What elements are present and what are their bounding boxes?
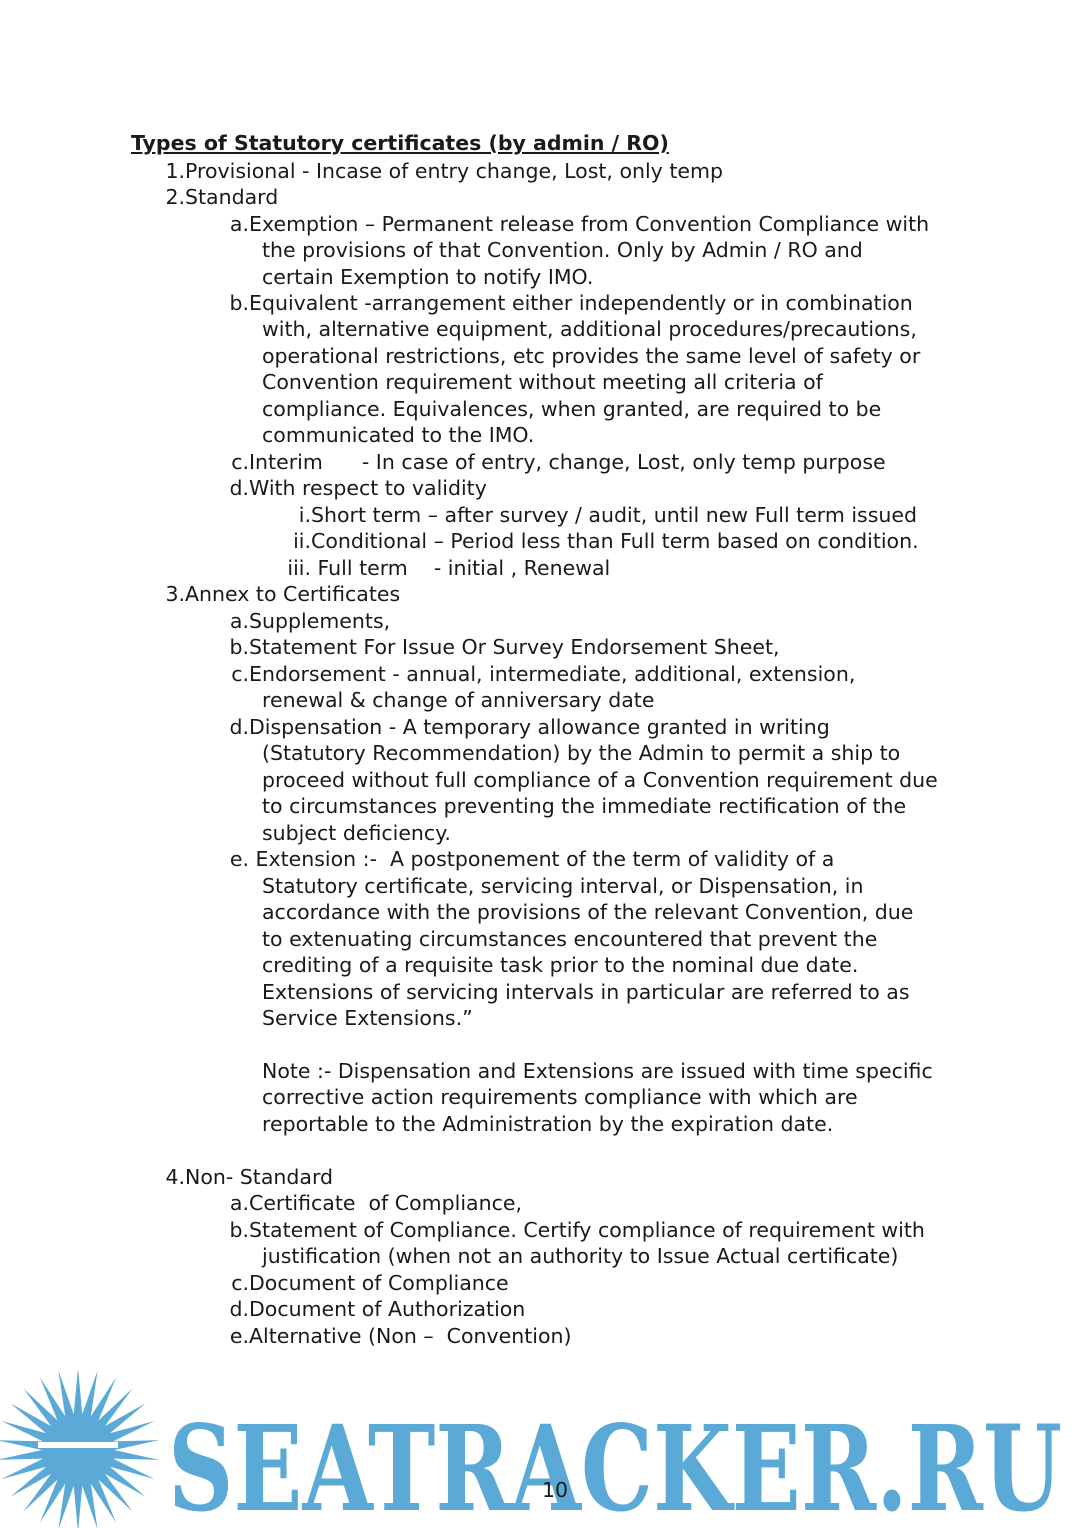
list-item-3d-cont: proceed without full compliance of a Convention requirement due	[262, 768, 938, 792]
list-item-4c: c.Document of Compliance	[231, 1271, 509, 1295]
list-item-3e-cont: accordance with the provisions of the relevant Convention, due	[262, 900, 914, 924]
list-item-3d-cont: to circumstances preventing the immediate rectification of the	[262, 794, 907, 818]
list-item-3e-cont: crediting of a requisite task prior to the nominal due date.	[262, 953, 859, 977]
list-item-2d: d.With respect to validity	[229, 476, 487, 500]
list-item-3e-cont: Statutory certificate, servicing interval, or Dispensation, in	[262, 874, 864, 898]
list-item-2d-iii: iii. Full term - initial , Renewal	[287, 556, 611, 580]
sun-icon	[0, 1370, 159, 1528]
list-item-2b-cont: Convention requirement without meeting all criteria of	[262, 370, 823, 394]
list-item-2b: b.Equivalent -arrangement either independently or in combination	[229, 291, 913, 315]
list-item-3e-cont: Extensions of servicing intervals in particular are referred to as	[262, 980, 910, 1004]
list-item-2a-cont: the provisions of that Convention. Only by Admin / RO and	[262, 238, 863, 262]
list-item-2b-cont: compliance. Equivalences, when granted, are required to be	[262, 397, 882, 421]
list-item-2d-i: i.Short term – after survey / audit, until new Full term issued	[298, 503, 918, 527]
list-item-4b-cont: justification (when not an authority to Issue Actual certificate)	[262, 1244, 899, 1268]
list-item-2b-cont: communicated to the IMO.	[262, 423, 535, 447]
list-item-4e: e.Alternative (Non – Convention)	[229, 1324, 572, 1348]
list-item-3e-cont: to extenuating circumstances encountered that prevent the	[262, 927, 878, 951]
list-item-3c-cont: renewal & change of anniversary date	[262, 688, 655, 712]
list-item-4: 4.Non- Standard	[165, 1165, 334, 1189]
list-item-3: 3.Annex to Certificates	[165, 582, 401, 606]
list-item-1: 1.Provisional - Incase of entry change, Lost, only temp	[165, 159, 723, 183]
page-number: 10	[541, 1478, 569, 1502]
list-item-2b-cont: with, alternative equipment, additional procedures/precautions,	[262, 317, 917, 341]
list-item-2b-cont: operational restrictions, etc provides the same level of safety or	[262, 344, 921, 368]
note-text: Note :- Dispensation and Extensions are issued with time specific	[262, 1059, 933, 1083]
list-item-2: 2.Standard	[165, 185, 279, 209]
list-item-3e: e. Extension :- A postponement of the term of validity of a	[229, 847, 835, 871]
list-item-2a: a.Exemption – Permanent release from Convention Compliance with	[229, 212, 930, 236]
watermark-text: SEATRACKER.RU	[168, 1399, 1062, 1528]
list-item-4a: a.Certificate of Compliance,	[229, 1191, 522, 1215]
list-item-3e-cont: Service Extensions.”	[262, 1006, 473, 1030]
list-item-4b: b.Statement of Compliance. Certify compliance of requirement with	[229, 1218, 925, 1242]
list-item-3d: d.Dispensation - A temporary allowance granted in writing	[229, 715, 830, 739]
page-title: Types of Statutory certificates (by admin / RO)	[131, 131, 669, 155]
list-item-3d-cont: (Statutory Recommendation) by the Admin to permit a ship to	[262, 741, 901, 765]
list-item-4d: d.Document of Authorization	[229, 1297, 526, 1321]
list-item-3c: c.Endorsement - annual, intermediate, additional, extension,	[231, 662, 856, 686]
note-text: reportable to the Administration by the expiration date.	[262, 1112, 834, 1136]
list-item-2d-ii: ii.Conditional – Period less than Full term based on condition.	[293, 529, 919, 553]
note-text: corrective action requirements compliance with which are	[262, 1085, 858, 1109]
list-item-3a: a.Supplements,	[229, 609, 391, 633]
list-item-3d-cont: subject deficiency.	[262, 821, 451, 845]
watermark-logo	[0, 1370, 1080, 1528]
list-item-2a-cont: certain Exemption to notify IMO.	[262, 265, 594, 289]
list-item-2c: c.Interim - In case of entry, change, Lost, only temp purpose	[231, 450, 886, 474]
list-item-3b: b.Statement For Issue Or Survey Endorsement Sheet,	[229, 635, 780, 659]
